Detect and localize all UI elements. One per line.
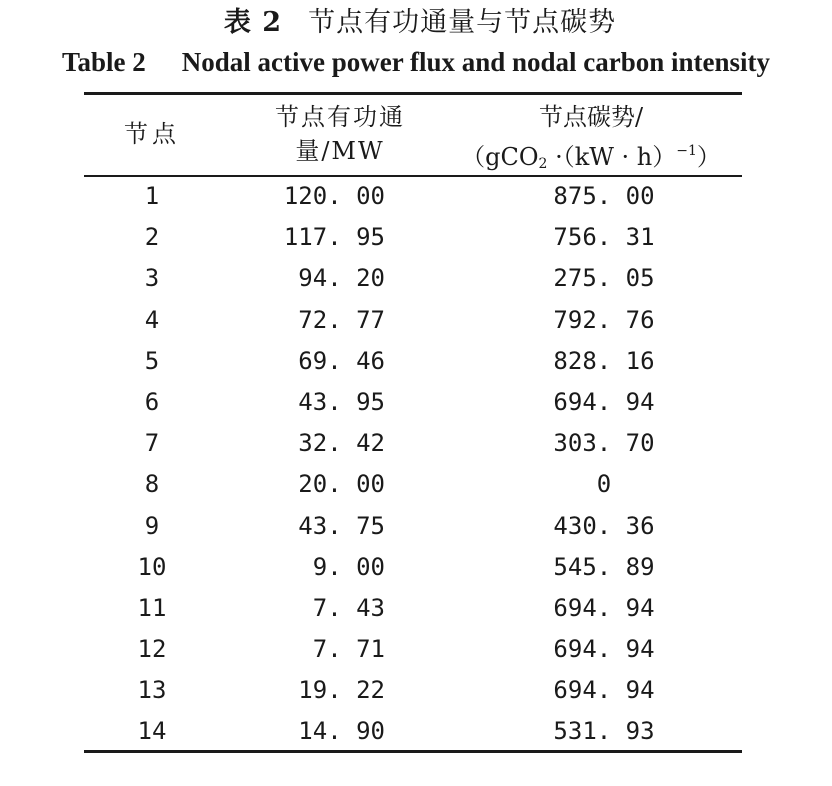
cell-carbon: 694. 94 [553, 387, 655, 416]
cell-flux: 20. 00 [298, 470, 385, 499]
column-header-flux [240, 100, 440, 168]
column-header-node: 节点 [124, 120, 180, 148]
table-row [84, 176, 742, 217]
cell-node: 9 [144, 511, 160, 540]
table-row [84, 300, 742, 341]
table-body [84, 176, 742, 753]
cell-node: 5 [144, 346, 160, 375]
column-header-carbon-unit [440, 134, 742, 181]
carbon-unit-prefix: （gCO [461, 143, 539, 171]
carbon-unit-subscript: 2 [538, 156, 548, 172]
cell-carbon: 792. 76 [553, 305, 655, 334]
cell-carbon: 531. 93 [553, 717, 655, 746]
cell-node: 7 [144, 429, 160, 458]
table-row [84, 341, 742, 382]
column-header-carbon-line1: 节点碳势/ [538, 103, 644, 131]
table-row [84, 670, 742, 711]
table-title-english: Nodal active power flux and nodal carbon intensity [181, 47, 771, 77]
cell-flux: 7. 71 [312, 635, 385, 664]
table-bottom-rule [84, 750, 742, 753]
cell-node: 12 [137, 635, 167, 664]
cell-carbon: 694. 94 [553, 676, 655, 705]
cell-carbon: 828. 16 [553, 346, 655, 375]
table-row [84, 711, 742, 752]
table-top-rule [84, 92, 742, 95]
cell-flux: 94. 20 [298, 264, 385, 293]
cell-flux: 43. 75 [298, 511, 385, 540]
cell-carbon: 303. 70 [553, 429, 655, 458]
column-header-flux-line1: 节点有功通 [275, 103, 405, 131]
cell-carbon: 694. 94 [553, 593, 655, 622]
table-row [84, 464, 742, 505]
carbon-unit-suffix: ） [696, 143, 721, 171]
cell-flux: 32. 42 [298, 429, 385, 458]
cell-node: 14 [137, 717, 167, 746]
column-header-flux-line2: 量/MW [295, 137, 385, 165]
table-row [84, 547, 742, 588]
cell-carbon: 875. 00 [553, 182, 655, 210]
cell-carbon: 545. 89 [553, 552, 655, 581]
cell-flux: 19. 22 [298, 676, 385, 705]
cell-node: 3 [144, 264, 160, 293]
cell-carbon: 694. 94 [553, 635, 655, 664]
cell-node: 11 [137, 593, 167, 622]
cell-node: 6 [144, 387, 160, 416]
cell-flux: 14. 90 [298, 717, 385, 746]
cell-flux: 9. 00 [312, 552, 385, 581]
table-title-chinese: 节点有功通量与节点碳势 [308, 7, 617, 38]
table-caption-chinese [0, 6, 832, 40]
cell-node: 10 [137, 552, 167, 581]
cell-carbon: 756. 31 [553, 223, 655, 252]
cell-node: 2 [144, 223, 160, 252]
cell-flux: 120. 00 [283, 182, 385, 210]
cell-flux: 7. 43 [312, 593, 385, 622]
cell-flux: 72. 77 [298, 305, 385, 334]
cell-node: 13 [137, 676, 167, 705]
table-row [84, 382, 742, 423]
cell-carbon: 275. 05 [553, 264, 655, 293]
table-row [84, 258, 742, 299]
table-row [84, 506, 742, 547]
table-row [84, 588, 742, 629]
cell-flux: 43. 95 [298, 387, 385, 416]
cell-node: 8 [144, 470, 160, 499]
table-label-chinese: 表 2 [223, 7, 283, 38]
table-row [84, 629, 742, 670]
column-header-carbon [440, 100, 742, 181]
table-label-english: Table 2 [61, 47, 146, 77]
cell-node: 1 [144, 182, 160, 210]
table-row [84, 423, 742, 464]
table-row [84, 217, 742, 258]
carbon-unit-middle: ·（kW · h） [547, 143, 677, 171]
carbon-unit-superscript: −1 [676, 143, 697, 159]
table-caption-english [0, 44, 832, 80]
cell-carbon: 0 [596, 470, 612, 499]
cell-node: 4 [144, 305, 160, 334]
cell-flux: 117. 95 [283, 223, 385, 252]
cell-carbon: 430. 36 [553, 511, 655, 540]
cell-flux: 69. 46 [298, 346, 385, 375]
